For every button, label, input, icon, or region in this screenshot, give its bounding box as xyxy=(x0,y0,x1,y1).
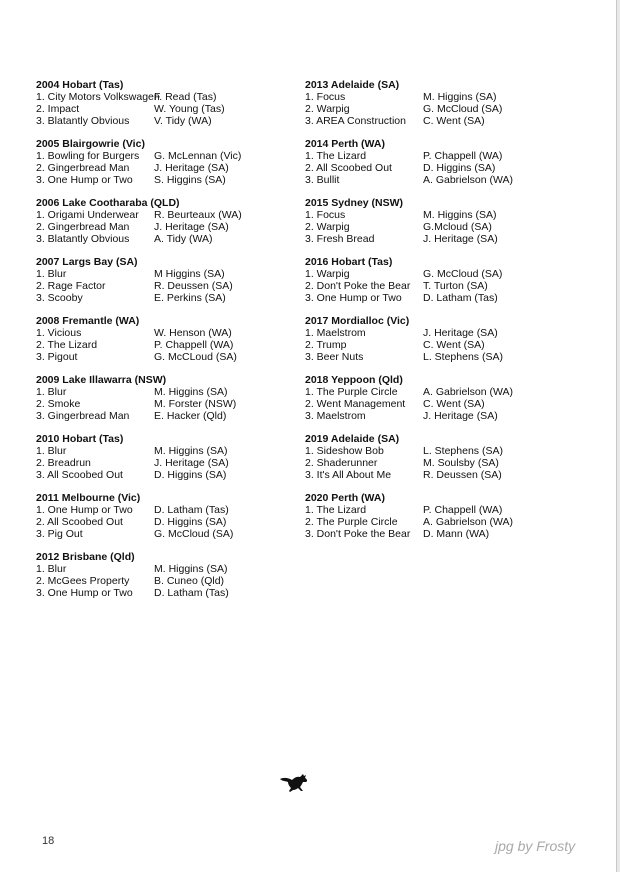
boat-name: 1. Blur xyxy=(36,563,67,575)
event-title: 2019 Adelaide (SA) xyxy=(305,433,400,445)
result-row xyxy=(36,221,242,233)
event-block xyxy=(36,315,242,363)
skipper-name: D. Higgins (SA) xyxy=(154,516,227,528)
skipper-name: V. Tidy (WA) xyxy=(154,115,212,127)
result-row xyxy=(36,327,242,339)
boat-name: 1. One Hump or Two xyxy=(36,504,133,516)
boat-name: 1. Blur xyxy=(36,386,67,398)
event-title: 2017 Mordialloc (Vic) xyxy=(305,315,410,327)
boat-name: 2. Impact xyxy=(36,103,80,115)
boat-name: 3. Blatantly Obvious xyxy=(36,115,130,127)
skipper-name: G. McCLoud (SA) xyxy=(154,351,237,363)
result-row xyxy=(305,103,513,115)
result-row xyxy=(305,91,513,103)
result-row xyxy=(36,457,242,469)
boat-name: 1. The Lizard xyxy=(305,150,367,162)
event-block xyxy=(36,197,242,245)
skipper-name: F. Read (Tas) xyxy=(154,91,217,103)
event-title: 2009 Lake Illawarra (NSW) xyxy=(36,374,167,386)
boat-name: 3. One Hump or Two xyxy=(305,292,402,304)
result-row xyxy=(305,351,513,363)
skipper-name: W. Henson (WA) xyxy=(154,327,232,339)
boat-name: 2. Shaderunner xyxy=(305,457,378,469)
event-title: 2014 Perth (WA) xyxy=(305,138,385,150)
skipper-name: M. Higgins (SA) xyxy=(423,91,497,103)
result-row xyxy=(305,386,513,398)
skipper-name: R. Deussen (SA) xyxy=(423,469,502,481)
event-title: 2013 Adelaide (SA) xyxy=(305,79,400,91)
skipper-name: L. Stephens (SA) xyxy=(423,351,503,363)
result-row xyxy=(305,339,513,351)
event-block xyxy=(305,197,513,245)
skipper-name: D. Higgins (SA) xyxy=(423,162,496,174)
boat-name: 1. The Purple Circle xyxy=(305,386,398,398)
boat-name: 2. Smoke xyxy=(36,398,81,410)
result-row xyxy=(36,575,242,587)
skipper-name: A. Gabrielson (WA) xyxy=(423,516,514,528)
event-block xyxy=(305,138,513,186)
result-row xyxy=(36,115,242,127)
skipper-name: G. McLennan (Vic) xyxy=(154,150,242,162)
boat-name: 2. All Scoobed Out xyxy=(305,162,392,174)
event-block xyxy=(305,374,513,422)
skipper-name: M. Higgins (SA) xyxy=(423,209,497,221)
result-row xyxy=(305,268,513,280)
boat-name: 2. Gingerbread Man xyxy=(36,162,130,174)
result-row xyxy=(305,410,513,422)
result-row xyxy=(36,469,242,481)
skipper-name: L. Stephens (SA) xyxy=(423,445,503,457)
result-row xyxy=(36,398,242,410)
event-title: 2006 Lake Cootharaba (QLD) xyxy=(36,197,180,209)
boat-name: 3. Fresh Bread xyxy=(305,233,375,245)
boat-name: 1. Blur xyxy=(36,445,67,457)
event-title: 2004 Hobart (Tas) xyxy=(36,79,124,91)
skipper-name: P. Chappell (WA) xyxy=(154,339,234,351)
result-row xyxy=(36,174,242,186)
skipper-name: M. Higgins (SA) xyxy=(154,445,228,457)
skipper-name: G. McCloud (SA) xyxy=(423,103,503,115)
boat-name: 3. Blatantly Obvious xyxy=(36,233,130,245)
result-row xyxy=(36,268,242,280)
event-block xyxy=(36,492,242,540)
result-row xyxy=(36,103,242,115)
boat-name: 3. AREA Construction xyxy=(305,115,406,127)
skipper-name: A. Gabrielson (WA) xyxy=(423,174,514,186)
boat-name: 1. Sideshow Bob xyxy=(305,445,384,457)
boat-name: 3. Bullit xyxy=(305,174,340,186)
skipper-name: R. Beurteaux (WA) xyxy=(154,209,242,221)
result-row xyxy=(305,280,513,292)
skipper-name: G. McCloud (SA) xyxy=(154,528,234,540)
boat-name: 2. Don't Poke the Bear xyxy=(305,280,411,292)
skipper-name: D. Higgins (SA) xyxy=(154,469,227,481)
watermark: jpg by Frosty xyxy=(495,838,576,854)
event-block xyxy=(36,256,242,304)
boat-name: 1. Focus xyxy=(305,209,346,221)
skipper-name: J. Heritage (SA) xyxy=(154,457,229,469)
result-row xyxy=(305,528,513,540)
skipper-name: D. Latham (Tas) xyxy=(154,587,229,599)
result-row xyxy=(36,209,242,221)
skipper-name: S. Higgins (SA) xyxy=(154,174,226,186)
result-row xyxy=(305,209,513,221)
boat-name: 2. Gingerbread Man xyxy=(36,221,130,233)
result-row xyxy=(36,233,242,245)
result-row xyxy=(36,162,242,174)
boat-name: 1. Origami Underwear xyxy=(36,209,139,221)
skipper-name: D. Latham (Tas) xyxy=(154,504,229,516)
boat-name: 2. Breadrun xyxy=(36,457,91,469)
event-block xyxy=(305,433,513,481)
result-row xyxy=(305,150,513,162)
result-row xyxy=(305,469,513,481)
result-row xyxy=(36,516,242,528)
skipper-name: M. Soulsby (SA) xyxy=(423,457,499,469)
boat-name: 1. Blur xyxy=(36,268,67,280)
page-number: 18 xyxy=(42,835,55,847)
skipper-name: A. Tidy (WA) xyxy=(154,233,213,245)
boat-name: 2. All Scoobed Out xyxy=(36,516,123,528)
boat-name: 3. All Scoobed Out xyxy=(36,469,123,481)
result-row xyxy=(305,162,513,174)
skipper-name: J. Heritage (SA) xyxy=(154,162,229,174)
skipper-name: J. Heritage (SA) xyxy=(154,221,229,233)
skipper-name: C. Went (SA) xyxy=(423,398,485,410)
boat-name: 3. Beer Nuts xyxy=(305,351,364,363)
event-title: 2015 Sydney (NSW) xyxy=(305,197,404,209)
event-title: 2011 Melbourne (Vic) xyxy=(36,492,141,504)
result-row xyxy=(36,563,242,575)
event-title: 2007 Largs Bay (SA) xyxy=(36,256,138,268)
skipper-name: J. Heritage (SA) xyxy=(423,327,498,339)
results-column-left xyxy=(36,79,242,610)
event-block xyxy=(305,492,513,540)
event-block xyxy=(36,433,242,481)
event-title: 2008 Fremantle (WA) xyxy=(36,315,140,327)
result-row xyxy=(36,91,242,103)
skipper-name: E. Hacker (Qld) xyxy=(154,410,227,422)
boat-name: 3. Pig Out xyxy=(36,528,83,540)
boat-name: 2. Went Management xyxy=(305,398,406,410)
skipper-name: J. Heritage (SA) xyxy=(423,233,498,245)
event-title: 2012 Brisbane (Qld) xyxy=(36,551,135,563)
event-title: 2016 Hobart (Tas) xyxy=(305,256,393,268)
boat-name: 1. Vicious xyxy=(36,327,82,339)
boat-name: 2. The Lizard xyxy=(36,339,98,351)
boat-name: 1. Bowling for Burgers xyxy=(36,150,140,162)
skipper-name: G.Mcloud (SA) xyxy=(423,221,492,233)
result-row xyxy=(36,150,242,162)
boat-name: 2. Warpig xyxy=(305,221,350,233)
result-row xyxy=(305,504,513,516)
result-row xyxy=(305,398,513,410)
boat-name: 2. The Purple Circle xyxy=(305,516,398,528)
result-row xyxy=(305,174,513,186)
result-row xyxy=(305,292,513,304)
event-block xyxy=(36,138,242,186)
skipper-name: E. Perkins (SA) xyxy=(154,292,226,304)
boat-name: 1. Maelstrom xyxy=(305,327,366,339)
boat-name: 3. Pigout xyxy=(36,351,78,363)
result-row xyxy=(36,587,242,599)
event-title: 2018 Yeppoon (Qld) xyxy=(305,374,403,386)
event-title: 2005 Blairgowrie (Vic) xyxy=(36,138,145,150)
boat-name: 2. McGees Property xyxy=(36,575,130,587)
skipper-name: J. Heritage (SA) xyxy=(423,410,498,422)
boat-name: 1. Focus xyxy=(305,91,346,103)
event-block xyxy=(305,256,513,304)
result-row xyxy=(305,445,513,457)
skipper-name: M. Higgins (SA) xyxy=(154,563,228,575)
event-block xyxy=(36,551,242,599)
skipper-name: P. Chappell (WA) xyxy=(423,504,503,516)
skipper-name: B. Cuneo (Qld) xyxy=(154,575,225,587)
event-block xyxy=(36,374,242,422)
result-row xyxy=(305,115,513,127)
event-title: 2010 Hobart (Tas) xyxy=(36,433,124,445)
result-row xyxy=(305,233,513,245)
result-row xyxy=(36,528,242,540)
result-row xyxy=(36,339,242,351)
boat-name: 2. Trump xyxy=(305,339,347,351)
event-title: 2020 Perth (WA) xyxy=(305,492,385,504)
skipper-name: M. Higgins (SA) xyxy=(154,386,228,398)
result-row xyxy=(36,445,242,457)
boat-name: 2. Rage Factor xyxy=(36,280,106,292)
boat-name: 3. Maelstrom xyxy=(305,410,366,422)
skipper-name: D. Mann (WA) xyxy=(423,528,490,540)
event-block xyxy=(305,79,513,127)
result-row xyxy=(36,292,242,304)
skipper-name: W. Young (Tas) xyxy=(154,103,225,115)
boat-name: 3. Scooby xyxy=(36,292,83,304)
boat-name: 3. One Hump or Two xyxy=(36,174,133,186)
skipper-name: A. Gabrielson (WA) xyxy=(423,386,514,398)
result-row xyxy=(36,504,242,516)
result-row xyxy=(305,327,513,339)
result-row xyxy=(305,516,513,528)
skipper-name: C. Went (SA) xyxy=(423,339,485,351)
boat-name: 3. One Hump or Two xyxy=(36,587,133,599)
skipper-name: P. Chappell (WA) xyxy=(423,150,503,162)
results-column-right xyxy=(305,79,513,551)
boat-name: 3. Gingerbread Man xyxy=(36,410,130,422)
result-row xyxy=(36,280,242,292)
result-row xyxy=(305,457,513,469)
boat-name: 1. Warpig xyxy=(305,268,350,280)
result-row xyxy=(305,221,513,233)
boat-name: 2. Warpig xyxy=(305,103,350,115)
skipper-name: R. Deussen (SA) xyxy=(154,280,233,292)
skipper-name: M. Forster (NSW) xyxy=(154,398,237,410)
skipper-name: G. McCloud (SA) xyxy=(423,268,503,280)
kangaroo-icon xyxy=(278,770,312,794)
event-block xyxy=(305,315,513,363)
result-row xyxy=(36,351,242,363)
skipper-name: M Higgins (SA) xyxy=(154,268,225,280)
skipper-name: C. Went (SA) xyxy=(423,115,485,127)
boat-name: 3. Don't Poke the Bear xyxy=(305,528,411,540)
result-row xyxy=(36,410,242,422)
skipper-name: D. Latham (Tas) xyxy=(423,292,498,304)
boat-name: 1. The Lizard xyxy=(305,504,367,516)
boat-name: 1. City Motors Volkswagen xyxy=(36,91,160,103)
event-block xyxy=(36,79,242,127)
boat-name: 3. It's All About Me xyxy=(305,469,392,481)
skipper-name: T. Turton (SA) xyxy=(423,280,488,292)
result-row xyxy=(36,386,242,398)
